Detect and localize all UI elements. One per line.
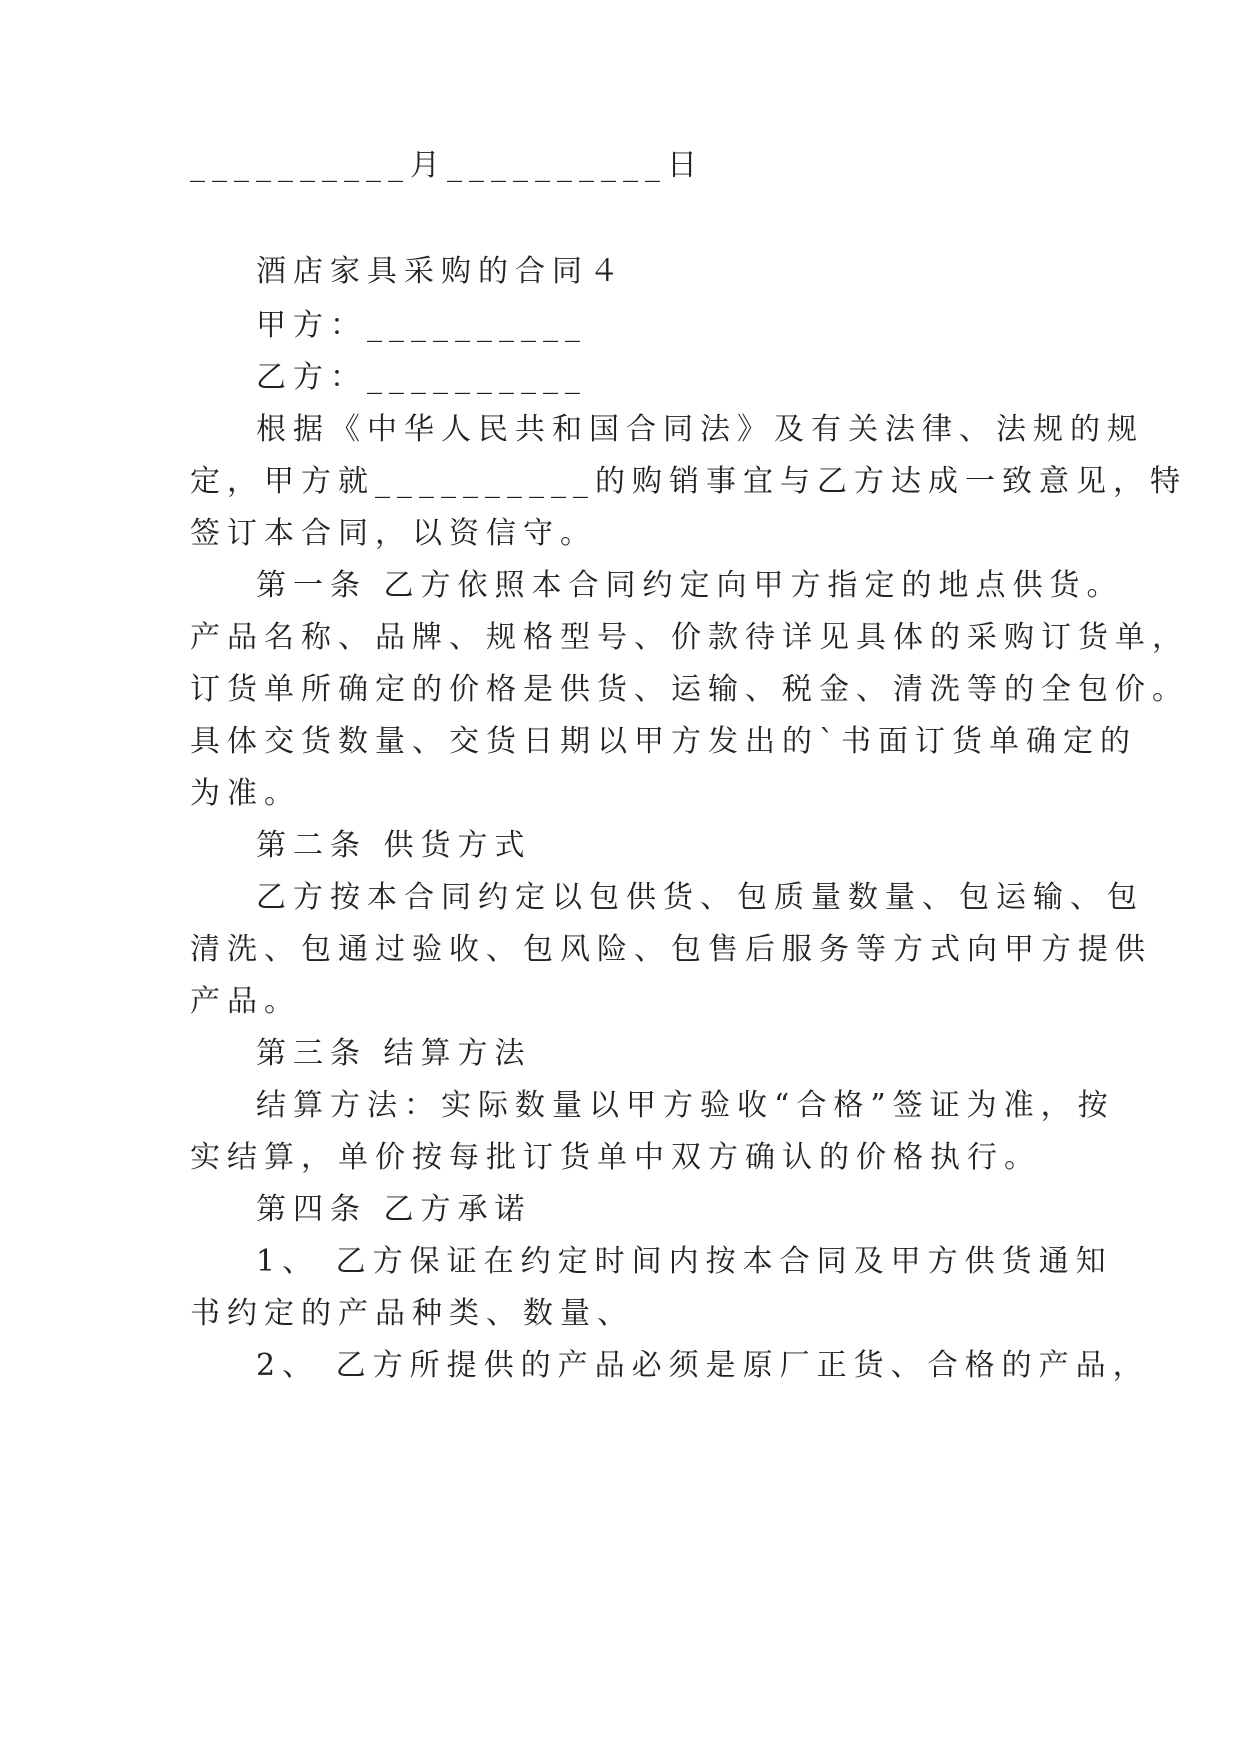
article-1-line: 为准。: [190, 776, 301, 811]
article-3-heading: 第三条 结算方法: [256, 1036, 532, 1071]
article-1-line: 订货单所确定的价格是供货、运输、税金、清洗等的全包价。: [190, 672, 1189, 707]
article-2-line: 产品。: [190, 984, 301, 1019]
party-b-line: 乙方：__________: [256, 360, 587, 395]
article-4-item-1-line: 1、 乙方保证在约定时间内按本合同及甲方供货通知: [256, 1244, 1113, 1279]
article-3-line: 实结算，单价按每批订货单中双方确认的价格执行。: [190, 1140, 1041, 1175]
preamble-line: 签订本合同，以资信守。: [190, 516, 597, 551]
date-line: __________月__________日: [190, 148, 704, 183]
preamble-line: 定，甲方就__________的购销事宜与乙方达成一致意见，特: [190, 464, 1187, 499]
article-3-line: 结算方法：实际数量以甲方验收“合格”签证为准，按: [256, 1088, 1115, 1123]
article-4-heading: 第四条 乙方承诺: [256, 1192, 532, 1227]
party-a-line: 甲方：__________: [256, 308, 587, 343]
preamble-line: 根据《中华人民共和国合同法》及有关法律、法规的规: [256, 412, 1144, 447]
article-4-item-2-line: 2、 乙方所提供的产品必须是原厂正货、合格的产品，: [256, 1348, 1150, 1383]
article-4-item-1-line: 书约定的产品种类、数量、: [190, 1296, 634, 1331]
article-2-line: 清洗、包通过验收、包风险、包售后服务等方式向甲方提供: [190, 932, 1152, 967]
article-1-line: 具体交货数量、交货日期以甲方发出的`书面订货单确定的: [190, 724, 1137, 759]
article-2-line: 乙方按本合同约定以包供货、包质量数量、包运输、包: [256, 880, 1144, 915]
contract-title: 酒店家具采购的合同４: [256, 254, 626, 289]
article-2-heading: 第二条 供货方式: [256, 828, 532, 863]
article-1-line: 第一条 乙方依照本合同约定向甲方指定的地点供货。: [256, 568, 1124, 603]
article-1-line: 产品名称、品牌、规格型号、价款待详见具体的采购订货单，: [190, 620, 1189, 655]
